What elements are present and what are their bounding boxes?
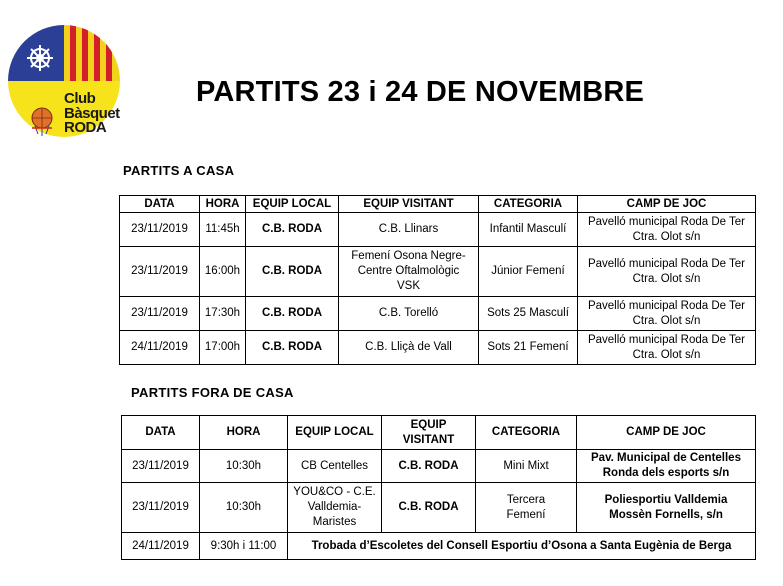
venue-address: Ctra. Olot s/n — [632, 272, 701, 285]
venue-name: Pavelló municipal Roda De Ter — [587, 299, 746, 312]
visitor-line: Centre Oftalmològic — [357, 265, 460, 277]
category — [476, 483, 577, 533]
visitor-line: VSK — [396, 280, 420, 292]
date: 23/11/2019 — [120, 247, 200, 297]
venue — [577, 483, 756, 533]
date: 23/11/2019 — [122, 483, 200, 533]
local-line: Maristes — [312, 516, 357, 528]
date: 23/11/2019 — [122, 450, 200, 483]
local-team: CB Centelles — [288, 450, 382, 483]
local-line: YOU&CO - C.E. — [293, 486, 376, 498]
col-hora: HORA — [200, 416, 288, 450]
col-equip-local: EQUIP LOCAL — [246, 196, 339, 213]
category: Júnior Femení — [479, 247, 578, 297]
col-equip-visitant — [382, 416, 476, 450]
logo-line-2: Bàsquet — [64, 104, 120, 122]
logo-line-3: RODA — [64, 119, 107, 136]
local-team: C.B. RODA — [246, 297, 339, 331]
venue-name: Pavelló municipal Roda De Ter — [587, 333, 746, 346]
visitor-line: Femení Osona Negre- — [351, 250, 466, 262]
venue — [577, 450, 756, 483]
date: 24/11/2019 — [120, 331, 200, 365]
col-equip-local: EQUIP LOCAL — [288, 416, 382, 450]
venue-name: Poliesportiu Valldemia — [604, 493, 728, 506]
header-line: EQUIP — [410, 418, 447, 431]
home-heading: PARTITS A CASA — [123, 163, 235, 178]
venue-name: Pavelló municipal Roda De Ter — [587, 257, 746, 270]
club-logo — [6, 22, 122, 140]
visitor-team: C.B. Llinars — [339, 213, 479, 247]
category-line: Femení — [506, 508, 546, 521]
visitor-team: C.B. RODA — [382, 483, 476, 533]
time: 9:30h i 11:00 — [200, 533, 288, 560]
header-line: VISITANT — [402, 433, 455, 446]
time: 17:00h — [200, 331, 246, 365]
time: 10:30h — [200, 483, 288, 533]
time: 10:30h — [200, 450, 288, 483]
table-row — [122, 533, 756, 560]
local-team: C.B. RODA — [246, 213, 339, 247]
col-data: DATA — [120, 196, 200, 213]
logo-line-1: Club — [64, 90, 96, 107]
table-row — [120, 213, 756, 247]
venue-address: Ctra. Olot s/n — [632, 314, 701, 327]
time: 17:30h — [200, 297, 246, 331]
venue-address: Ctra. Olot s/n — [632, 348, 701, 361]
local-team: C.B. RODA — [246, 331, 339, 365]
local-team: C.B. RODA — [246, 247, 339, 297]
col-hora: HORA — [200, 196, 246, 213]
visitor-team: C.B. Torelló — [339, 297, 479, 331]
venue — [578, 297, 756, 331]
away-heading: PARTITS FORA DE CASA — [131, 385, 294, 400]
col-equip-visitant: EQUIP VISITANT — [339, 196, 479, 213]
visitor-team: C.B. Lliçà de Vall — [339, 331, 479, 365]
home-table — [119, 195, 756, 365]
col-data: DATA — [122, 416, 200, 450]
venue-name: Pavelló municipal Roda De Ter — [587, 215, 746, 228]
table-row — [122, 450, 756, 483]
col-categoria: CATEGORIA — [479, 196, 578, 213]
away-header-row — [122, 416, 756, 450]
visitor-team — [339, 247, 479, 297]
logo-text — [64, 92, 120, 136]
col-camp-de-joc: CAMP DE JOC — [578, 196, 756, 213]
col-camp-de-joc: CAMP DE JOC — [577, 416, 756, 450]
category: Sots 21 Femení — [479, 331, 578, 365]
venue — [578, 247, 756, 297]
date: 24/11/2019 — [122, 533, 200, 560]
venue — [578, 331, 756, 365]
date: 23/11/2019 — [120, 297, 200, 331]
time: 11:45h — [200, 213, 246, 247]
venue-address: Ctra. Olot s/n — [632, 230, 701, 243]
time: 16:00h — [200, 247, 246, 297]
category-line: Tercera — [506, 493, 546, 506]
category: Mini Mixt — [476, 450, 577, 483]
venue — [578, 213, 756, 247]
local-line: Valldemia- — [307, 501, 362, 513]
page-title: PARTITS 23 i 24 DE NOVEMBRE — [196, 76, 645, 108]
venue-address: Mossèn Fornells, s/n — [609, 508, 723, 521]
category: Infantil Masculí — [479, 213, 578, 247]
home-header-row — [120, 196, 756, 213]
visitor-team: C.B. RODA — [382, 450, 476, 483]
category: Sots 25 Masculí — [479, 297, 578, 331]
table-row — [120, 331, 756, 365]
col-categoria: CATEGORIA — [476, 416, 577, 450]
table-row — [122, 483, 756, 533]
date: 23/11/2019 — [120, 213, 200, 247]
table-row — [120, 297, 756, 331]
local-team — [288, 483, 382, 533]
table-row — [120, 247, 756, 297]
away-table — [121, 415, 756, 560]
venue-name: Pav. Municipal de Centelles — [591, 452, 741, 464]
event-description: Trobada d’Escoletes del Consell Esportiu d’Osona a Santa Eugènia de Berga — [288, 533, 756, 560]
venue-address: Ronda dels esports s/n — [602, 467, 730, 479]
